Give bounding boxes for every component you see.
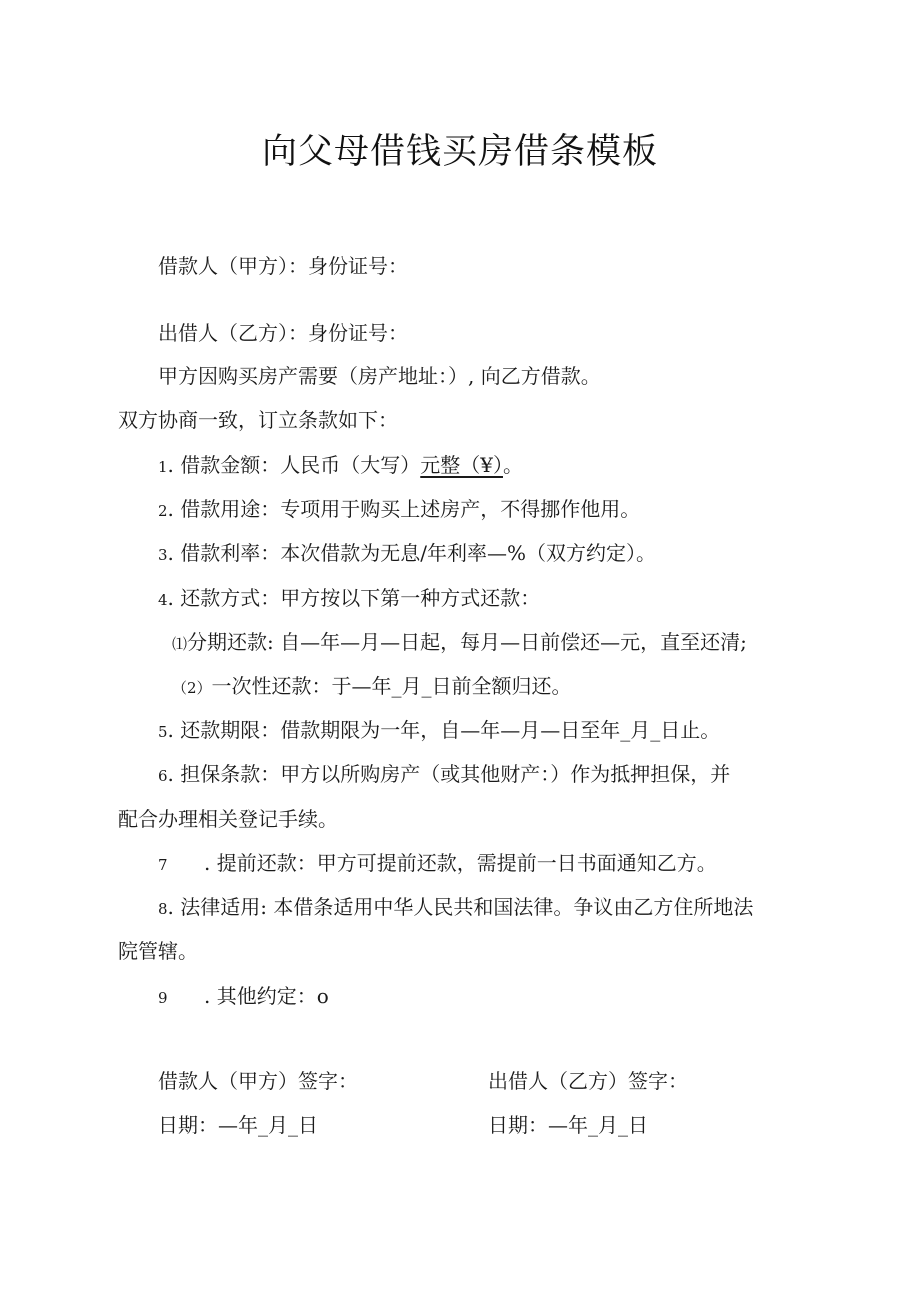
clause-4-option-1-text: 分期还款: 自—年—月—日起，每月—日前偿还—元，直至还清; — [187, 630, 747, 654]
clause-4-option-2 — [172, 672, 572, 702]
clause-2-number: 2 — [158, 502, 168, 520]
clause-4 — [158, 584, 540, 614]
clause-3-number: 3 — [158, 546, 168, 564]
clause-6-text: . 担保条款：甲方以所购房产（或其他财产：）作为抵押担保，并 — [167, 762, 731, 786]
clause-8-continuation: 院管辖。 — [118, 939, 198, 963]
clause-1-end: 。 — [503, 453, 523, 477]
clause-5 — [158, 716, 720, 746]
clause-4-option-2-text: 一次性还款：于—年_月_日前全额归还。 — [211, 674, 572, 698]
clause-1-text: . 借款金额：人民币（大写） — [167, 453, 421, 477]
clause-7-number: 7 — [158, 856, 168, 874]
clause-4-option-2-number: （2） — [172, 679, 212, 697]
clause-7-text: . 提前还款：甲方可提前还款，需提前一日书面通知乙方。 — [204, 851, 717, 875]
document-title: 向父母借钱买房借条模板 — [261, 132, 658, 172]
borrower-signature-label: 借款人（甲方）签字： — [158, 1069, 358, 1093]
clause-5-text: . 还款期限：借款期限为一年，自—年—月—日至年_月_日止。 — [167, 718, 721, 742]
clause-2 — [158, 495, 640, 525]
borrower-id-line: 借款人（甲方）：身份证号： — [158, 254, 408, 278]
clause-1 — [158, 451, 523, 481]
clause-9 — [158, 982, 329, 1012]
clause-9-text: . 其他约定：o — [204, 984, 329, 1008]
clause-8-text: . 法律适用: 本借条适用中华人民共和国法律。争议由乙方住所地法 — [167, 895, 754, 919]
clause-4-number: 4 — [158, 591, 168, 609]
purpose-line: 甲方因购买房产需要（房产地址：）, 向乙方借款。 — [158, 364, 601, 388]
clause-5-number: 5 — [158, 723, 168, 741]
clause-8 — [158, 893, 753, 923]
agreement-line: 双方协商一致，订立条款如下： — [118, 408, 398, 432]
clause-4-option-1-number: ⑴ — [172, 635, 188, 653]
borrower-date-label: 日期：—年_月_日 — [158, 1113, 318, 1137]
clause-7 — [158, 849, 717, 879]
clause-2-text: . 借款用途：专项用于购买上述房产，不得挪作他用。 — [167, 497, 641, 521]
lender-id-line: 出借人（乙方）：身份证号： — [158, 321, 408, 345]
lender-signature-label: 出借人（乙方）签字： — [488, 1069, 688, 1093]
clause-3-text: . 借款利率：本次借款为无息/年利率—%（双方约定）。 — [167, 541, 657, 565]
clause-1-number: 1 — [158, 458, 168, 476]
clause-4-option-1 — [172, 628, 747, 658]
clause-1-amount: 元整（¥） — [420, 453, 503, 477]
clause-6-number: 6 — [158, 767, 168, 785]
clause-9-number: 9 — [158, 989, 168, 1007]
clause-6 — [158, 760, 730, 790]
clause-8-number: 8 — [158, 900, 168, 918]
clause-6-continuation: 配合办理相关登记手续。 — [118, 807, 338, 831]
clause-4-text: . 还款方式：甲方按以下第一种方式还款： — [167, 586, 541, 610]
lender-date-label: 日期：—年_月_日 — [488, 1113, 648, 1137]
clause-3 — [158, 539, 656, 569]
